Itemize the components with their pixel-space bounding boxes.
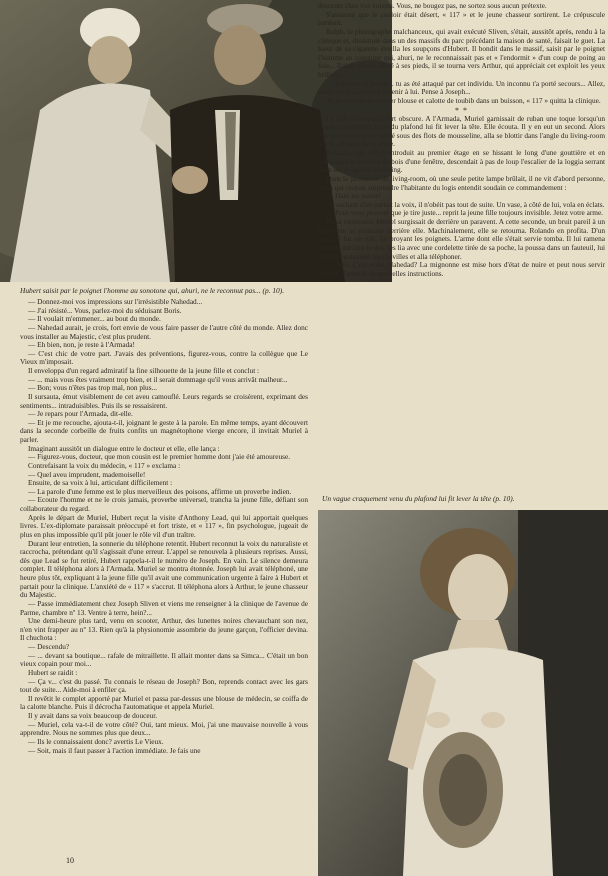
paragraph: — Nahedad aurait, je crois, fort envie de vous faire passer de l'autre côté du monde. Allez donc vous installer au Majestic, c'est plus prudent.	[20, 322, 308, 341]
paragraph: — Passe immédiatement chez Joseph Sliven et viens me renseigner à la clinique de l'avenue de Parme, chambre nº 13. Ventre à terre, hein?...	[20, 598, 308, 617]
paragraph: — Figurez-vous, docteur, que mon cousin est le premier homme dont j'aie été amoureuse.	[28, 452, 291, 462]
paragraph: La nuit s'annonçait fort obscure. A l'Armada, Muriel garnissait de ruban une toque lorsqu'un vague craquement venu du plafond lui fit lever la tête. Elle écouta. Il y en eut un second. Alors elle prit un revolver caché sous des flots de mousseline, alla se blottir dans l'angle du living-room le plus éloigné de la porte.	[318, 113, 605, 149]
page-number: 10	[66, 856, 74, 865]
paragraph: Durant leur entretien, la sonnerie du téléphone retentit. Hubert reconnut la voix du naturaliste et raccrocha, prétendant qu'il s'agissait d'une erreur. L'appel se renouvela à plusieurs reprises. Aussi, dès que Lead se fut retiré, Hubert rappela-t-il le numéro de Joseph. En vain. Le silence demeura complet. Il téléphona alors à l'Armada. Muriel se montra étonnée. Joseph lui avait téléphoné, une heure plus tôt, expliquant à la jeune fille qu'il avait une communication urgente à faire à Hubert et partait pour la clinique. L'anxiété de « 117 » s'accrut. Il téléphona alors à Arthur, le jeune chasseur du Majestic.	[20, 538, 308, 600]
paragraph: — La parole d'une femme est le plus merveilleux des poisons, affirme un proverbe indien.	[28, 486, 292, 496]
paragraph: — Descendu?	[28, 642, 70, 651]
paragraph: Ralph, le photographe malchanceux, qui avait exécuté Sliven, s'était, aussitôt après, rendu à la clinique et, dissimulé dans un des massifs du parc précédant la maison de santé, faisait le guet. La lueur de sa cigarette éveilla les soupçons d'Hubert. Il bondit dans le massif, saisit par le poignet l'homme au sonotone qui, ahuri, ne le reconnaissait pas et « l'endormit » d'un coup de poing au foie... Ralph s'étant affalé à ses pieds, il se tourna vers Arthur, qui appréciait cet exploit les yeux brillants.	[318, 26, 605, 79]
photo-bottom-image	[318, 510, 608, 876]
paragraph: Hubert se raidit :	[28, 667, 78, 677]
paragraph: — Allô. C'est vous, Nahedad? La mignonne est mise hors d'état de nuire et peut nous servir d'otage. J'attends de nouvelles instructions.	[318, 260, 605, 278]
paragraph: S'assurant que le couloir était désert, « 117 » et le jeune chasseur sortirent. Le crépuscule tombait.	[318, 9, 605, 28]
paragraph: Il revêtit le complet apporté par Muriel et passa par-dessus une blouse de médecin, se coiffa de la calotte blanche. Puis il décrocha l'automatique et appela Muriel.	[20, 693, 308, 712]
paragraph: descente chez vos voisins. Vous, ne bougez pas, ne sortez sous aucun prétexte.	[318, 1, 547, 10]
paragraph: — Soit, mais il faut passer à l'action immédiate. Je fais une	[28, 745, 201, 755]
paragraph: — Quel aveu imprudent, mademoiselle!	[28, 469, 146, 479]
paragraph: — ... mais vous êtes vraiment trop bien, et il serait dommage qu'il vous arrivât malheur...	[28, 374, 288, 384]
paragraph: Imaginant aussitôt un dialogue entre le docteur et elle, elle lança :	[28, 443, 220, 453]
caption-bottom: Un vague craquement venu du plafond lui fit lever la tête (p. 10).	[322, 494, 515, 503]
paragraph: Une demi-heure plus tard, venu en scooter, Arthur, des lunettes noires chevauchant son nez, n'en vint frapper au nº 13. Rien qu'à la physionomie assombrie du jeune garçon, l'officier devina. Il chuchota :	[20, 616, 308, 643]
paragraph: — Et je me recouche, ajouta-t-il, joignant le geste à la parole. En même temps, ayant découvert dans la seconde corbeille de fruits confits un magnétophone vierge encore, il invitait Muriel à parler.	[20, 417, 308, 444]
paragraph: — Ils le connaissaient donc? avertis Le Vieux.	[28, 736, 164, 746]
paragraph: — Ecoute l'homme et ne le crois jamais, proverbe universel, trancha la jeune fille, défiant son collaborateur du regard.	[20, 495, 308, 513]
paragraph: — Muriel, cela va-t-il de votre côté? Oui, tant mieux. Moi, j'ai une mauvaise nouvelle à vous apprendre. Nous ne sommes plus que deux...	[20, 719, 308, 738]
paragraph: — C'est chic de votre part. J'avais des préventions, figurez-vous, contre la collègue que Le Vieux m'imposait.	[20, 348, 308, 367]
column-right-top	[318, 2, 605, 106]
caption-top: Hubert saisit par le poignet l'homme au sonotone qui, ahuri, ne le reconnut pas... (p. 10).	[20, 286, 285, 295]
column-right	[318, 2, 605, 278]
paragraph: Ensuite, de sa voix à lui, articulant difficilement :	[28, 478, 173, 488]
paragraph: Contrefaisant la voix du médecin, « 117 » exclama :	[28, 460, 181, 470]
paragraph: Il y avait dans sa voix beaucoup de douceur.	[28, 711, 158, 720]
paragraph: — Prévions la police... tu as été attaqué par cet individu. Un inconnu t'a porté secours... Allez, ouste, ne le laisse pas revenir à lui. Pense à Joseph...	[318, 78, 605, 97]
paragraph: Il sursauta, émut visiblement de cet aveu camouflé. Leurs regards se croisèrent, exprimant des sentiments... intraduisibles. Puis ils se ressaisirent.	[20, 391, 308, 410]
paragraph: Il enveloppa d'un regard admiratif la fine silhouette de la jeune fille et conclut :	[28, 366, 260, 375]
paragraph: — Donnez-moi vos impressions sur l'irrésistible Nahedad...	[28, 297, 203, 306]
paragraph: — Haut les mains!	[326, 191, 381, 201]
paragraph: — J'ai résisté... Vous, parlez-moi du séduisant Boris.	[28, 305, 182, 315]
paragraph: Rolando, qui s'était introduit au premier étage en se hissant le long d'une gouttière et en découpant la jalousie de bois d'une fenêtre, descendait à pas de loup l'escalier de la loggia serrant dans ses doigts un browning.	[318, 148, 605, 175]
paragraph: — Je repars pour l'Armada, dit-elle.	[28, 409, 133, 419]
paragraph: — Pour vous prouver que je tire juste... reprit la jeune fille toujours invisible. Jetez votre arme.	[326, 208, 604, 218]
paragraph: — Eh bien, non, je reste à l'Armada!	[28, 340, 135, 350]
paragraph: — Bon; vous n'êtes pas trop mal, non plus...	[28, 383, 158, 393]
paragraph: Après le départ de Muriel, Hubert reçut la visite d'Anthony Lead, qui lui apportait quelques livres. L'ex-diplomate paraissait préoccupé et fort triste, et « 117 », fin psychologue, jugeait de plus en plus impossible qu'il pût jouer le rôle vil d'un traître.	[20, 512, 308, 539]
column-left	[20, 298, 308, 755]
paragraph: Ne sachant d'où partait la voix, il n'obéit pas tout de suite. Un vase, à côté de lui, vola en éclats.	[326, 199, 605, 209]
paragraph: — Ça v... c'est du passé. Tu connais le réseau de Joseph? Bon, reprends contact avec les gars tout de suite... Aide-moi à enfiler ça.	[20, 676, 308, 695]
paragraph: — Il voulait m'emmener... au bout du monde.	[28, 314, 161, 324]
column-right-bottom	[318, 115, 605, 279]
paragraph: Dans la pénombre du living-room, où une seule petite lampe brûlait, il ne vit d'abord personne, et lui qui croyait surprendre l'habitante du logis entendit soudain ce commandement :	[318, 173, 605, 192]
section-separator: * *	[455, 105, 468, 115]
paragraph: — ... devant sa boutique... rafale de mitraillette. Il allait monter dans sa Simca... C'était un bon vieux copain pour moi...	[20, 650, 308, 669]
photo-bottom	[318, 510, 608, 876]
paragraph: Ayant envoyé promener blouse et calotte de toubib dans un buisson, « 117 » quitta la clinique.	[326, 95, 601, 105]
paragraph: Il dut s'exécuter. Muriel surgissait de derrière un paravent. A cette seconde, un bruit pareil à un frôlement se produisit derrière elle. Machinalement, elle se retourna. Rolando en profita. D'un bond, il fut sur elle, lui broyant les poignets. L'arme dont elle s'était servie tomba. Il lui ramena les bras derrière le dos, les lia avec une cordelette tirée de sa poche, la poussa dans un fauteuil, lui attacha également les chevilles et alla téléphoner.	[318, 217, 605, 261]
